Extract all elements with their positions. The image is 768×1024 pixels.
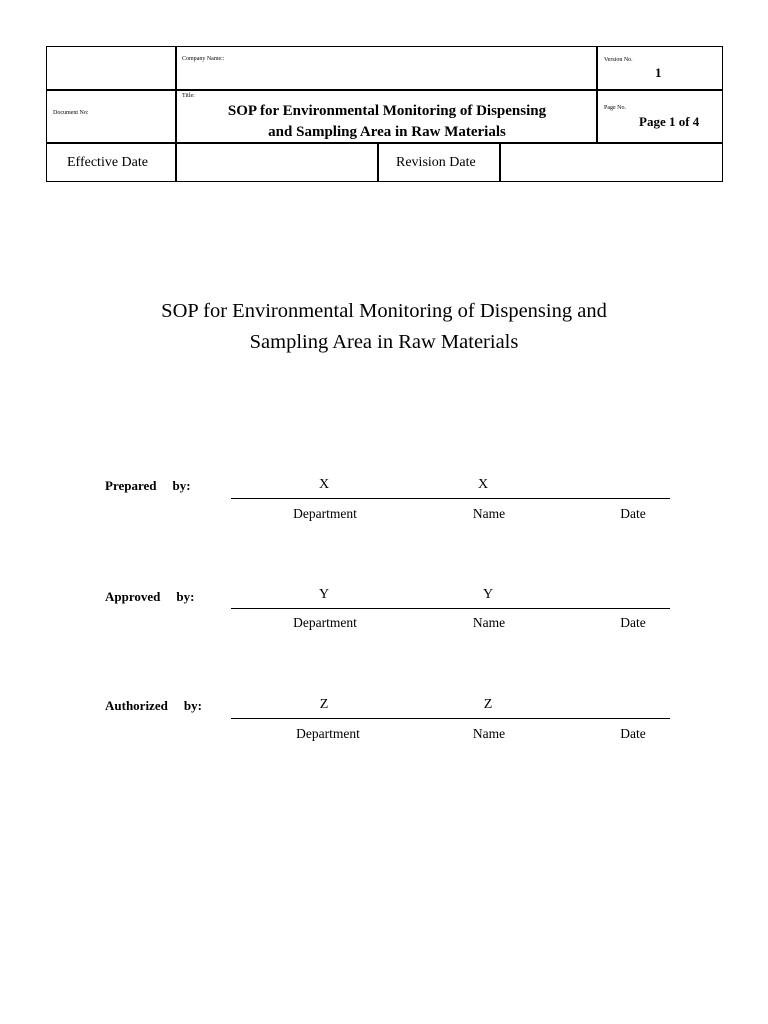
signature-line <box>231 718 670 719</box>
signature-department-value: Z <box>319 697 329 712</box>
document-title-line-2: Sampling Area in Raw Materials <box>249 331 519 353</box>
signature-role-label <box>105 698 202 714</box>
page-number-value: Page 1 of 4 <box>639 114 700 129</box>
signature-name-value: Z <box>483 697 493 712</box>
signature-role-label <box>105 589 194 605</box>
company-name-label: Company Name:: <box>182 56 225 62</box>
title-label: Title: <box>182 93 195 99</box>
version-value: 1 <box>655 65 662 80</box>
signature-caption-date: Date <box>620 506 646 521</box>
header-title <box>177 101 597 143</box>
document-header-table <box>46 46 723 182</box>
signature-by: by: <box>172 478 191 493</box>
signature-line <box>231 498 670 499</box>
header-divider <box>47 89 175 91</box>
header-divider <box>597 89 722 91</box>
signature-by: by: <box>176 589 195 604</box>
signature-caption-name: Name <box>472 506 506 521</box>
header-title-line-2: and Sampling Area in Raw Materials <box>268 124 506 140</box>
signature-by: by: <box>183 698 202 713</box>
signature-name-value: X <box>477 477 489 492</box>
document-title-line-1: SOP for Environmental Monitoring of Dispensing and <box>161 300 607 322</box>
document-number-label: Document No: <box>53 110 89 116</box>
signature-caption-date: Date <box>620 615 646 630</box>
signature-role-label <box>105 478 191 494</box>
header-divider <box>176 89 597 91</box>
version-label: Version No. <box>604 57 633 63</box>
header-title-line-1: SOP for Environmental Monitoring of Dispensing <box>227 103 547 119</box>
header-divider <box>499 143 501 181</box>
page-number-label: Page No. <box>604 105 626 111</box>
signature-caption-name: Name <box>472 726 506 741</box>
signature-department-value: Y <box>318 587 330 602</box>
signature-department-value: X <box>318 477 330 492</box>
signature-name-value: Y <box>482 587 494 602</box>
signature-caption-department: Department <box>296 726 360 741</box>
signature-caption-date: Date <box>620 726 646 741</box>
signature-role: Approved <box>105 589 161 604</box>
signature-caption-department: Department <box>293 506 357 521</box>
revision-date-label: Revision Date <box>396 155 476 170</box>
signature-caption-name: Name <box>472 615 506 630</box>
signature-line <box>231 608 670 609</box>
signature-caption-department: Department <box>293 615 357 630</box>
signature-role: Prepared <box>105 478 157 493</box>
header-divider <box>377 143 379 181</box>
document-title <box>90 296 678 358</box>
effective-date-label: Effective Date <box>67 155 148 170</box>
signature-role: Authorized <box>105 698 168 713</box>
